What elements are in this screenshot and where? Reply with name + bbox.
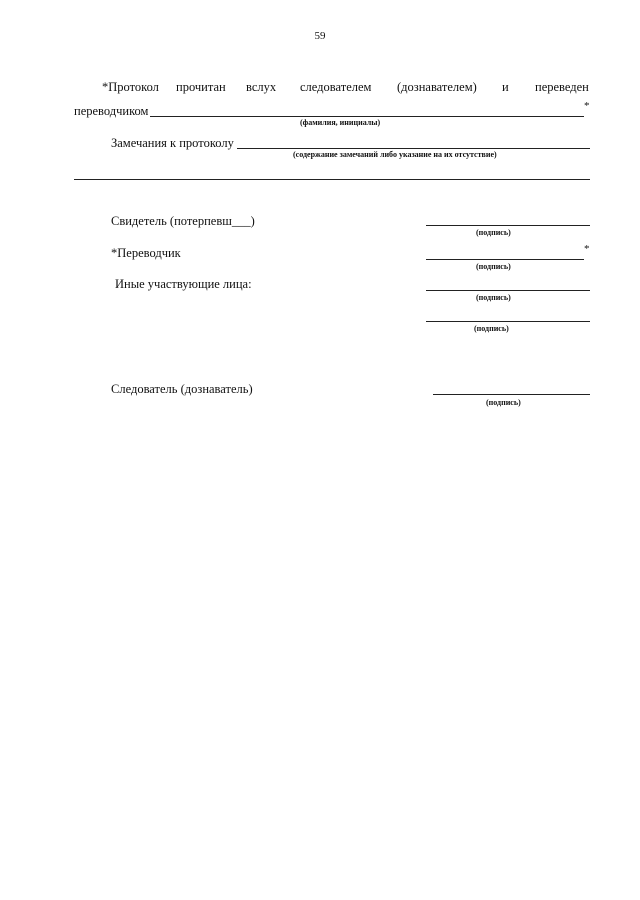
intro-word-4: следователем bbox=[300, 80, 372, 94]
investigator-signature-line[interactable] bbox=[433, 394, 590, 395]
investigator-label: Следователь (дознаватель) bbox=[111, 382, 253, 396]
translator-signature-asterisk: * bbox=[584, 243, 590, 255]
remarks-line-2[interactable] bbox=[74, 179, 590, 180]
intro-word-6: и bbox=[502, 80, 509, 94]
other-signature-caption-1: (подпись) bbox=[476, 293, 511, 302]
other-signature-caption-2: (подпись) bbox=[474, 324, 509, 333]
remarks-line[interactable] bbox=[237, 148, 590, 149]
translator-signature-caption: (подпись) bbox=[476, 262, 511, 271]
witness-label: Свидетель (потерпевш___) bbox=[111, 214, 255, 228]
intro-word-1: *Протокол bbox=[102, 80, 159, 94]
translator-label: *Переводчик bbox=[111, 246, 181, 260]
investigator-signature-caption: (подпись) bbox=[486, 398, 521, 407]
intro-word-3: вслух bbox=[246, 80, 277, 94]
other-signature-line-2[interactable] bbox=[426, 321, 590, 322]
witness-signature-line[interactable] bbox=[426, 225, 590, 226]
remarks-caption: (содержание замечаний либо указание на их отсутствие) bbox=[293, 150, 497, 159]
translator-name-caption: (фамилия, инициалы) bbox=[300, 118, 381, 127]
translator-signature-line[interactable] bbox=[426, 259, 584, 260]
page-number: 59 bbox=[314, 30, 326, 42]
translator-name-label: переводчиком bbox=[74, 104, 149, 118]
other-signature-line-1[interactable] bbox=[426, 290, 590, 291]
intro-word-5: (дознавателем) bbox=[397, 80, 477, 94]
translator-name-asterisk: * bbox=[584, 100, 590, 112]
witness-signature-caption: (подпись) bbox=[476, 228, 511, 237]
remarks-label: Замечания к протоколу bbox=[111, 136, 234, 150]
other-participants-label: Иные участвующие лица: bbox=[115, 277, 252, 291]
intro-word-7: переведен bbox=[535, 80, 589, 94]
translator-name-line[interactable] bbox=[150, 116, 584, 117]
intro-word-2: прочитан bbox=[176, 80, 226, 94]
